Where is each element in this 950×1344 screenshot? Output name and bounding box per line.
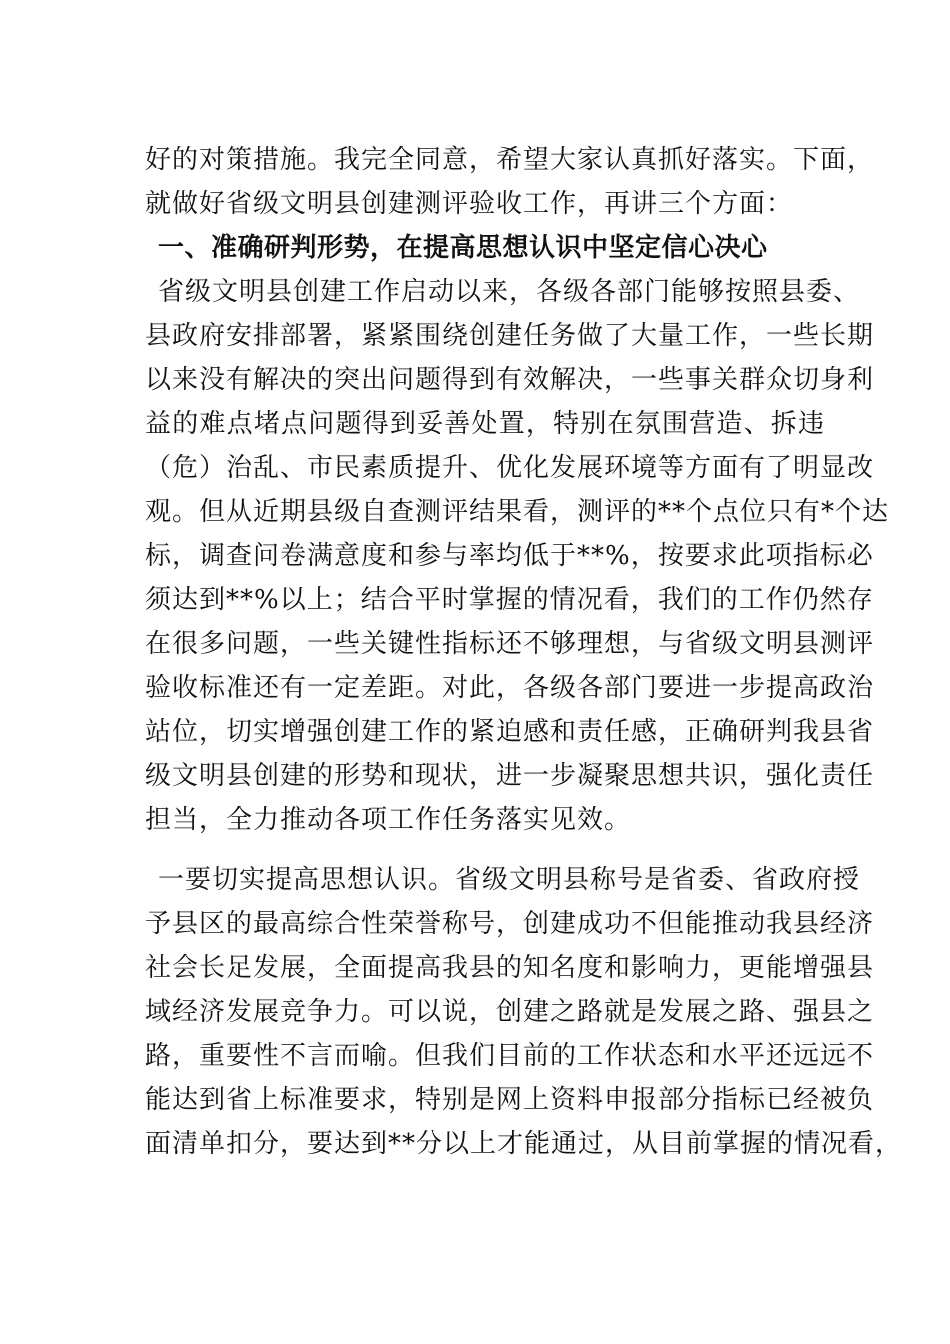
- paragraph-line: 社会长足发展，全面提高我县的知名度和影响力，更能增强县: [145, 953, 875, 983]
- paragraph-line: 站位，切实增强创建工作的紧迫感和责任感，正确研判我县省: [145, 717, 875, 747]
- document-body: [145, 138, 903, 1166]
- section-heading: 一、准确研判形势，在提高思想认识中坚定信心决心: [158, 233, 768, 263]
- paragraph-line: 须达到**%以上；结合平时掌握的情况看，我们的工作仍然存: [145, 585, 874, 615]
- paragraph-line: 面清单扣分，要达到**分以上才能通过，从目前掌握的情况看，: [145, 1129, 903, 1159]
- paragraph-line: 一要切实提高思想认识。省级文明县称号是省委、省政府授: [158, 865, 861, 895]
- paragraph-line: （危）治乱、市民素质提升、优化发展环境等方面有了明显改: [145, 453, 875, 483]
- paragraph-gap: [145, 842, 825, 858]
- paragraph-line: 观。但从近期县级自查测评结果看，测评的**个点位只有*个达: [145, 497, 890, 527]
- paragraph-line: 予县区的最高综合性荣誉称号，创建成功不但能推动我县经济: [145, 909, 875, 939]
- paragraph-line: 担当，全力推动各项工作任务落实见效。: [145, 805, 632, 835]
- paragraph-line: 在很多问题，一些关键性指标还不够理想，与省级文明县测评: [145, 629, 875, 659]
- paragraph-line: 验收标准还有一定差距。对此，各级各部门要进一步提高政治: [145, 673, 875, 703]
- paragraph-line: 域经济发展竞争力。可以说，创建之路就是发展之路、强县之: [145, 997, 875, 1027]
- paragraph-line: 路，重要性不言而喻。但我们目前的工作状态和水平还远远不: [145, 1041, 875, 1071]
- intro-line: 好的对策措施。我完全同意，希望大家认真抓好落实。下面，: [145, 145, 875, 175]
- paragraph-line: 以来没有解决的突出问题得到有效解决，一些事关群众切身利: [145, 365, 875, 395]
- paragraph-line: 级文明县创建的形势和现状，进一步凝聚思想共识，强化责任: [145, 761, 875, 791]
- paragraph-line: 标，调查问卷满意度和参与率均低于**%，按要求此项指标必: [145, 541, 874, 571]
- paragraph-line: 能达到省上标准要求，特别是网上资料申报部分指标已经被负: [145, 1085, 875, 1115]
- paragraph-line: 省级文明县创建工作启动以来，各级各部门能够按照县委、: [158, 277, 861, 307]
- paragraph-line: 县政府安排部署，紧紧围绕创建任务做了大量工作，一些长期: [145, 321, 875, 351]
- paragraph-line: 益的难点堵点问题得到妥善处置，特别在氛围营造、拆违: [145, 409, 825, 439]
- intro-line: 就做好省级文明县创建测评验收工作，再讲三个方面：: [145, 189, 794, 219]
